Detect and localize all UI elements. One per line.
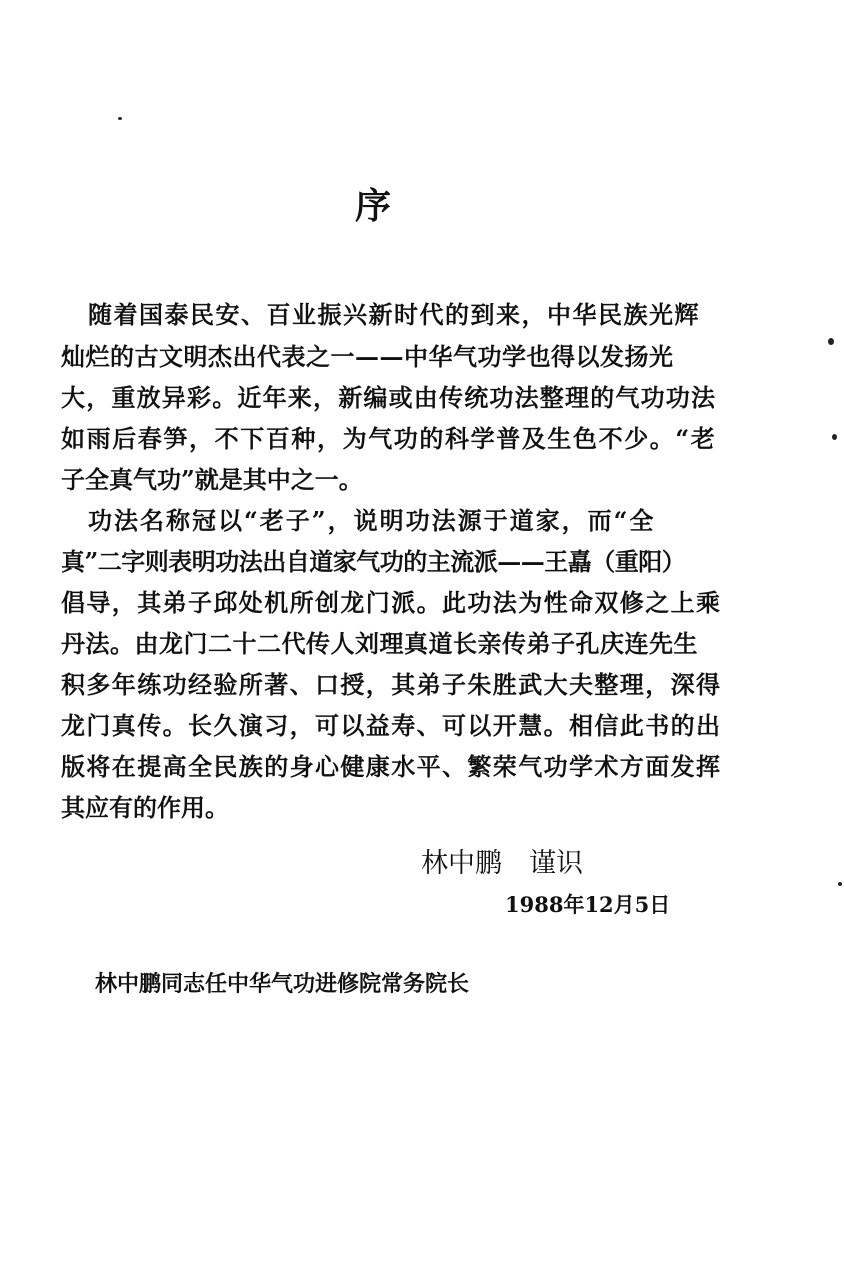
text-line: 丹法。由龙门二十二代传人刘理真道长亲传弟子孔庆连先生 xyxy=(61,629,698,658)
scan-speck xyxy=(828,338,834,345)
text-line: 版将在提高全民族的身心健康水平、繁荣气功学术方面发挥 xyxy=(61,752,722,781)
page-title: 序 xyxy=(355,185,392,227)
text-line: 子全真气功”就是其中之一。 xyxy=(61,465,363,494)
author-footnote: 林中鹏同志任中华气功进修院常务院长 xyxy=(95,971,470,997)
text-line: 大，重放异彩。近年来，新编或由传统功法整理的气功功法 xyxy=(61,383,717,412)
scan-speck xyxy=(838,882,842,886)
signature-name: 林中鹏 谨识 xyxy=(421,848,583,879)
text-line: 其应有的作用。 xyxy=(61,793,229,822)
text-line: 灿烂的古文明杰出代表之一——中华气功学也得以发扬光 xyxy=(61,342,674,371)
scan-speck xyxy=(832,434,837,440)
text-line: 真”二字则表明功法出自道家气功的主流派——王嚞（重阳） xyxy=(61,547,686,576)
text-line: 积多年练功经验所著、口授，其弟子朱胜武大夫整理，深得 xyxy=(61,670,722,699)
signature-date: 1988年12月5日 xyxy=(505,892,671,917)
scan-speck xyxy=(118,117,122,120)
text-line: 倡导，其弟子邱处机所创龙门派。此功法为性命双修之上乘 xyxy=(61,588,722,617)
text-line: 随着国泰民安、百业振兴新时代的到来，中华民族光辉 xyxy=(88,300,700,329)
text-line: 龙门真传。长久演习，可以益寿、可以开慧。相信此书的出 xyxy=(61,711,722,740)
text-line: 如雨后春笋，不下百种，为气功的科学普及生色不少。“老 xyxy=(61,424,717,453)
text-line: 功法名称冠以“老子”，说明功法源于道家，而“全 xyxy=(88,506,656,535)
